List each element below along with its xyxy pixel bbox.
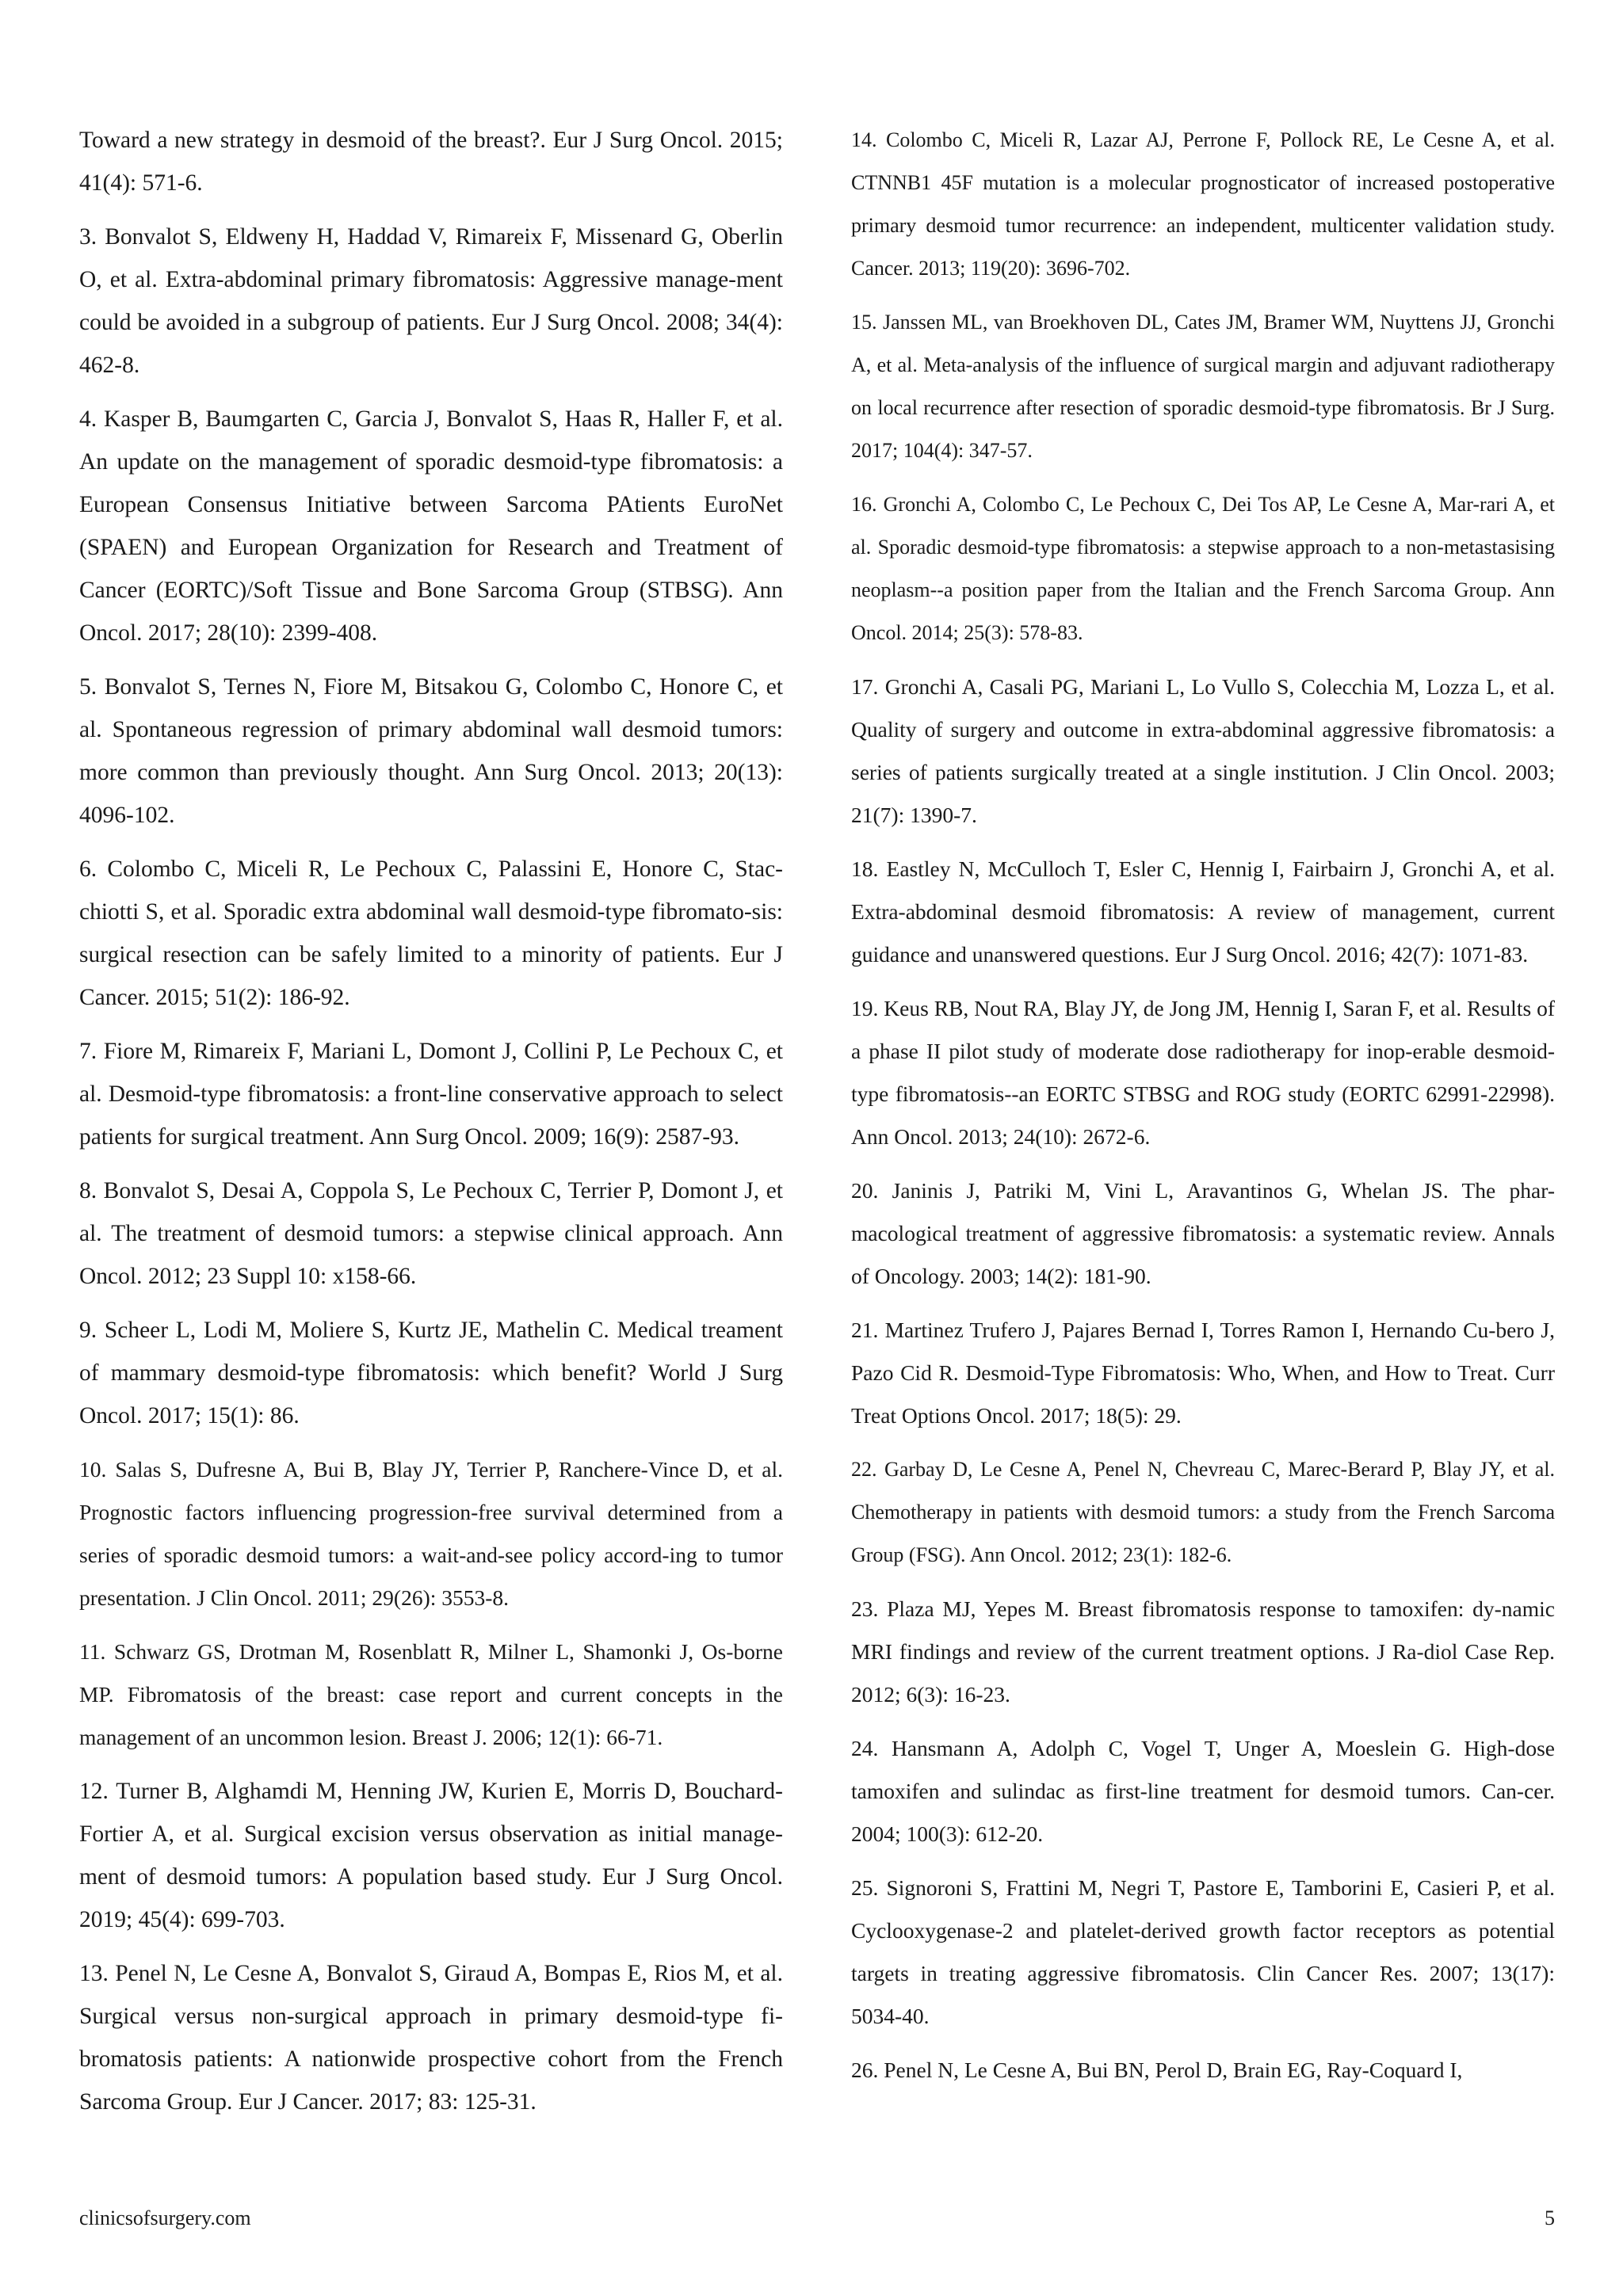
reference-entry: 14. Colombo C, Miceli R, Lazar AJ, Perrone F, Pollock RE, Le Cesne A, et al. CTNNB1 45F mutation is a molecular prognosticator of increased postoperative primary desmoid tumor recurrence: an independent, multicenter validation study. Cancer. 2013; 119(20): 3696-702. [851, 128, 1555, 280]
reference-entry: 22. Garbay D, Le Cesne A, Penel N, Chevreau C, Marec-Berard P, Blay JY, et al. Chemotherapy in patients with desmoid tumors: a study from the French Sarcoma Group (FSG). Ann Oncol. 2012; 23(1): 182-6. [851, 1458, 1555, 1566]
reference-column-left [79, 119, 783, 2134]
reference-entry: 5. Bonvalot S, Ternes N, Fiore M, Bitsakou G, Colombo C, Honore C, et al. Spontaneous regression of primary abdominal wall desmoid tumors: more common than previously thought. Ann Surg Oncol. 2013; 20(13): 4096-102. [79, 674, 783, 828]
reference-entry: 3. Bonvalot S, Eldweny H, Haddad V, Rimareix F, Missenard G, Oberlin O, et al. Extra-abdominal primary fibromatosis: Aggressive manage-ment could be avoided in a subgroup of patients. Eur J Surg Oncol. 2008; 34(4): 462-8. [79, 224, 783, 378]
reference-entry: 26. Penel N, Le Cesne A, Bui BN, Perol D, Brain EG, Ray-Coquard I, [851, 2058, 1463, 2082]
reference-column-right [851, 119, 1555, 2103]
reference-entry: 4. Kasper B, Baumgarten C, Garcia J, Bonvalot S, Haas R, Haller F, et al. An update on the management of sporadic desmoid-type fibromatosis: a European Consensus Initiative between Sarcoma PAtients EuroNet (SPAEN) and European Organization for Research and Treatment of Cancer (EORTC)/Soft Tissue and Bone Sarcoma Group (STBSG). Ann Oncol. 2017; 28(10): 2399-408. [79, 406, 783, 646]
reference-entry: 9. Scheer L, Lodi M, Moliere S, Kurtz JE, Mathelin C. Medical treament of mammary desmoid-type fibromatosis: which benefit? World J Surg Oncol. 2017; 15(1): 86. [79, 1318, 783, 1428]
reference-entry: 10. Salas S, Dufresne A, Bui B, Blay JY, Terrier P, Ranchere-Vince D, et al. Prognostic factors influencing progression-free survival determined from a series of sporadic desmoid tumors: a wait-and-see policy accord-ing to tumor presentation. J Clin Oncol. 2011; 29(26): 3553-8. [79, 1457, 783, 1610]
reference-entry: 21. Martinez Trufero J, Pajares Bernad I, Torres Ramon I, Hernando Cu-bero J, Pazo Cid R. Desmoid-Type Fibromatosis: Who, When, and How to Treat. Curr Treat Options Oncol. 2017; 18(5): 29. [851, 1318, 1555, 1428]
reference-entry: 24. Hansmann A, Adolph C, Vogel T, Unger A, Moeslein G. High-dose tamoxifen and sulindac as first-line treatment for desmoid tumors. Can-cer. 2004; 100(3): 612-20. [851, 1736, 1555, 1846]
reference-entry: 19. Keus RB, Nout RA, Blay JY, de Jong JM, Hennig I, Saran F, et al. Results of a phase II pilot study of moderate dose radiotherapy for inop-erable desmoid-type fibromatosis--an EORTC STBSG and ROG study (EORTC 62991-22998). Ann Oncol. 2013; 24(10): 2672-6. [851, 996, 1555, 1149]
reference-entry: 7. Fiore M, Rimareix F, Mariani L, Domont J, Collini P, Le Pechoux C, et al. Desmoid-type fibromatosis: a front-line conservative approach to select patients for surgical treatment. Ann Surg Oncol. 2009; 16(9): 2587-93. [79, 1039, 783, 1150]
reference-entry: 16. Gronchi A, Colombo C, Le Pechoux C, Dei Tos AP, Le Cesne A, Mar-rari A, et al. Sporadic desmoid-type fibromatosis: a stepwise approach to a non-metastasising neoplasm--a position paper from the Italian and the French Sarcoma Group. Ann Oncol. 2014; 25(3): 578-83. [851, 493, 1555, 644]
reference-entry: 18. Eastley N, McCulloch T, Esler C, Hennig I, Fairbairn J, Gronchi A, et al. Extra-abdominal desmoid fibromatosis: A review of management, current guidance and unanswered questions. Eur J Surg Oncol. 2016; 42(7): 1071-83. [851, 856, 1555, 967]
reference-entry: 17. Gronchi A, Casali PG, Mariani L, Lo Vullo S, Colecchia M, Lozza L, et al. Quality of surgery and outcome in extra-abdominal aggressive fibromatosis: a series of patients surgically treated at a single institution. J Clin Oncol. 2003; 21(7): 1390-7. [851, 674, 1555, 827]
reference-entry: 20. Janinis J, Patriki M, Vini L, Aravantinos G, Whelan JS. The phar-macological treatment of aggressive fibromatosis: a systematic review. Annals of Oncology. 2003; 14(2): 181-90. [851, 1178, 1555, 1288]
reference-entry: 8. Bonvalot S, Desai A, Coppola S, Le Pechoux C, Terrier P, Domont J, et al. The treatment of desmoid tumors: a stepwise clinical approach. Ann Oncol. 2012; 23 Suppl 10: x158-66. [79, 1178, 783, 1289]
reference-entry: Toward a new strategy in desmoid of the breast?. Eur J Surg Oncol. 2015; 41(4): 571-6. [79, 128, 783, 196]
reference-entry: 15. Janssen ML, van Broekhoven DL, Cates JM, Bramer WM, Nuyttens JJ, Gronchi A, et al. Meta-analysis of the influence of surgical margin and adjuvant radiotherapy on local recurrence after resection of sporadic desmoid-type fibromatosis. Br J Surg. 2017; 104(4): 347-57. [851, 311, 1555, 462]
reference-entry: 25. Signoroni S, Frattini M, Negri T, Pastore E, Tamborini E, Casieri P, et al. Cyclooxygenase-2 and platelet-derived growth factor receptors as potential targets in treating aggressive fibromatosis. Clin Cancer Res. 2007; 13(17): 5034-40. [851, 1875, 1555, 2028]
footer-site-name: clinicsofsurgery.com [79, 2206, 251, 2229]
reference-entry: 13. Penel N, Le Cesne A, Bonvalot S, Giraud A, Bompas E, Rios M, et al. Surgical versus non-surgical approach in primary desmoid-type fi-bromatosis patients: A nationwide prospective cohort from the French Sarcoma Group. Eur J Cancer. 2017; 83: 125-31. [79, 1961, 783, 2115]
reference-entry: 12. Turner B, Alghamdi M, Henning JW, Kurien E, Morris D, Bouchard-Fortier A, et al. Surgical excision versus observation as initial manage-ment of desmoid tumors: A population based study. Eur J Surg Oncol. 2019; 45(4): 699-703. [79, 1779, 783, 1932]
reference-entry: 6. Colombo C, Miceli R, Le Pechoux C, Palassini E, Honore C, Stac-chiotti S, et al. Sporadic extra abdominal wall desmoid-type fibromato-sis: surgical resection can be safely limited to a minority of patients. Eur J Cancer. 2015; 51(2): 186-92. [79, 856, 783, 1010]
reference-entry: 11. Schwarz GS, Drotman M, Rosenblatt R, Milner L, Shamonki J, Os-borne MP. Fibromatosis of the breast: case report and current concepts in the management of an uncommon lesion. Breast J. 2006; 12(1): 66-71. [79, 1639, 783, 1749]
reference-entry: 23. Plaza MJ, Yepes M. Breast fibromatosis response to tamoxifen: dy-namic MRI findings and review of the current treatment options. J Ra-diol Case Rep. 2012; 6(3): 16-23. [851, 1596, 1555, 1707]
page-number: 5 [1545, 2206, 1555, 2229]
